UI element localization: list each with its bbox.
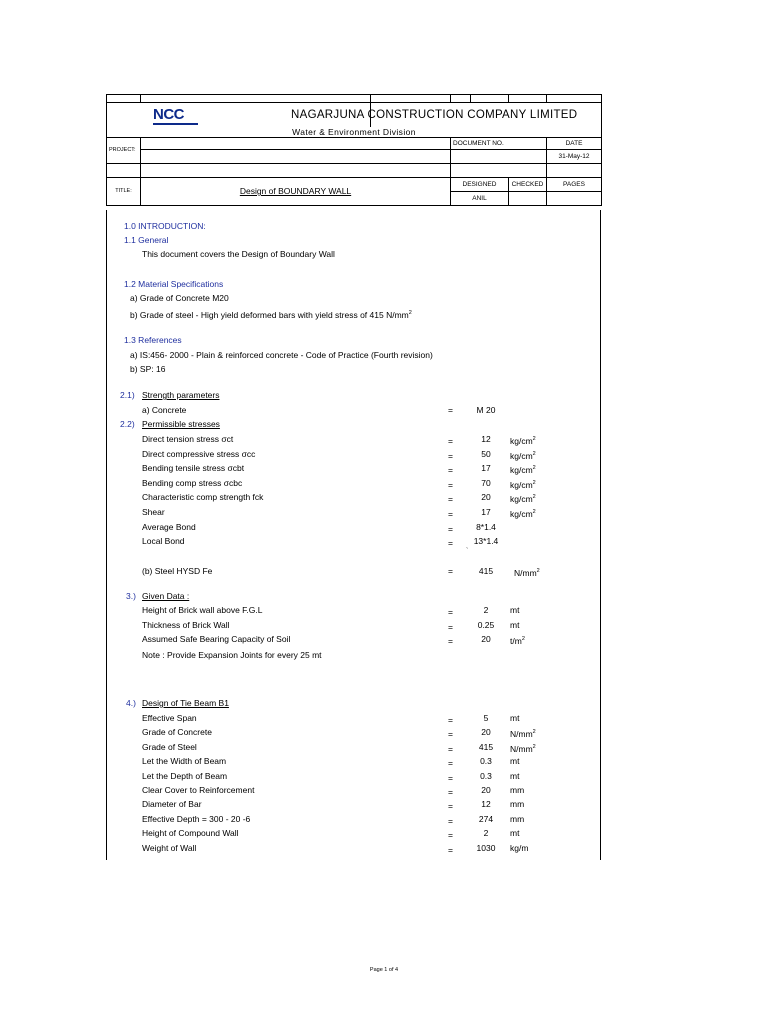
perm-row-value: 70 [481,477,491,488]
tie-row-value: 5 [483,713,489,723]
given-row-unit: mt [510,605,520,615]
given-row-value: 0.25 [477,619,495,630]
perm-row-value: 50 [481,448,491,459]
perm-row-equals: = [448,538,453,549]
division-name: Water & Environment Division [292,126,416,137]
tie-row-equals: = [448,830,453,841]
tie-row-unit: $N/mm^2$ [510,743,536,754]
perm-row-value: 8*1.4 [476,521,496,532]
tie-row-label: Let the Width of Beam [142,756,227,767]
perm-row-equals: = [448,465,453,476]
perm-row-label: Bending comp stress σcbc [142,477,243,488]
tie-row-value: 20 [481,785,491,795]
tie-row-equals: = [448,758,453,769]
perm-row-unit: $kg/cm^2$ [510,450,536,461]
material-b: b) Grade of steel - High yield deformed bars with yield stress of 415 $N/mm^2$ [130,309,412,320]
perm-row-value: 13*1.4 [473,536,499,547]
permissible-number: 2.2) [120,419,135,429]
date-label: DATE [547,137,602,149]
strength-heading: Strength parameters [142,390,220,400]
material-heading: 1.2 Material Specifications [124,279,224,289]
permissible-heading: Permissible stresses [142,419,220,429]
tie-row-equals: = [448,729,453,740]
page-number: Page 1 of 4 [369,967,399,973]
tie-row-label: Effective Span [142,713,197,723]
perm-row-value: 12 [481,434,491,444]
given-row-equals: = [448,621,453,632]
perm-row-unit: $kg/cm^2$ [510,479,536,490]
steel-label: (b) Steel HYSD Fe [142,566,213,576]
concrete-value: M 20 [476,405,496,415]
perm-row-label: Local Bond [142,536,185,547]
perm-row-unit: $kg/cm^2$ [510,465,536,476]
designed-label: DESIGNED [451,177,509,191]
given-row-unit: mt [510,619,520,630]
tie-row-unit: mt [510,828,520,839]
company-name-cell [291,103,602,127]
perm-row-value: 20 [481,492,491,503]
perm-row-label: Direct tension stress σct [142,434,234,444]
perm-row-label: Bending tensile stress σcbt [142,463,245,474]
tiebeam-heading: Design of Tie Beam B1 [142,698,229,708]
company-logo: NCC [153,106,184,123]
tick-mark: ` [466,548,469,555]
perm-row-equals: = [448,494,453,505]
reference-a: a) IS:456- 2000 - Plain & reinforced concrete - Code of Practice (Fourth revision) [130,350,433,360]
given-row-value: 20 [481,634,491,645]
tie-row-label: Effective Depth = 300 - 20 -6 [142,813,251,824]
project-label: PROJECT: [107,137,141,163]
tie-row-label: Grade of Steel [142,741,197,752]
tie-row-unit: $N/mm^2$ [510,729,536,740]
given-row-label: Thickness of Brick Wall [142,619,230,630]
references-heading: 1.3 References [124,335,182,345]
title-label: TITLE: [107,177,141,205]
concrete-label: a) Concrete [142,405,187,415]
tie-row-value: 0.3 [480,756,492,767]
steel-equals: = [448,566,453,576]
tie-row-label: Height of Compound Wall [142,828,239,839]
perm-row-label: Shear [142,507,165,517]
designer-name: ANIL [451,191,509,205]
tie-row-unit: mt [510,713,520,723]
steel-value: 415 [478,566,494,576]
pages-label: PAGES [547,177,602,191]
tie-row-unit: mt [510,756,520,767]
tie-row-label: Grade of Concrete [142,727,212,738]
perm-row-unit: $kg/cm^2$ [510,494,536,505]
perm-row-label: Average Bond [142,521,196,532]
general-text: This document covers the Design of Boundary Wall [142,249,335,259]
tie-row-equals: = [448,801,453,812]
checked-label: CHECKED [509,177,547,191]
strength-number: 2.1) [120,390,135,400]
perm-row-unit: $kg/cm^2$ [510,435,536,446]
tie-row-value: 1030 [476,842,496,853]
tie-row-value: 0.3 [480,770,492,781]
given-number: 3.) [126,591,136,601]
perm-row-equals: = [448,479,453,490]
given-row-value: 2 [483,605,489,615]
tie-row-label: Clear Cover to Reinforcement [142,785,255,795]
tie-row-label: Weight of Wall [142,842,197,853]
perm-row-label: Characteristic comp strength fck [142,492,264,503]
tie-row-unit: mm [510,785,525,795]
frame-right-border [600,210,601,860]
tie-row-unit: mt [510,770,520,781]
division-cell [107,127,602,138]
given-row-label: Height of Brick wall above F.G.L [142,605,263,615]
perm-row-value: 17 [481,507,491,517]
tie-row-value: 415 [478,741,494,752]
date-value: 31-May-12 [547,149,602,163]
given-row-equals: = [448,636,453,647]
expansion-note: Note : Provide Expansion Joints for every 25 mt [142,650,322,660]
perm-row-label: Direct compressive stress σcc [142,448,256,459]
perm-row-equals: = [448,450,453,461]
tiebeam-number: 4.) [126,698,136,708]
perm-row-equals: = [448,523,453,534]
company-name: NAGARJUNA CONSTRUCTION COMPANY LIMITED [291,108,578,121]
frame-left-border [106,210,107,860]
tie-row-label: Diameter of Bar [142,799,202,810]
tie-row-equals: = [448,787,453,797]
perm-row-unit: $kg/cm^2$ [510,508,536,519]
tie-row-value: 20 [481,727,491,738]
tie-row-value: 2 [483,828,489,839]
document-title: Design of BOUNDARY WALL [239,186,352,196]
title-cell [141,177,451,205]
tie-row-unit: mm [510,799,525,810]
material-a: a) Grade of Concrete M20 [130,293,229,303]
given-heading: Given Data : [142,591,190,601]
perm-row-equals: = [448,436,453,446]
given-row-unit: $t/m^2$ [510,636,525,647]
tie-row-unit: mm [510,813,525,824]
header-table [106,94,602,206]
intro-heading: 1.0 INTRODUCTION: [124,221,206,231]
tie-row-value: 12 [481,799,491,810]
document-no-label: DOCUMENT NO. [451,137,547,149]
given-row-equals: = [448,607,453,617]
concrete-equals: = [448,405,453,415]
perm-row-value: 17 [481,463,491,474]
tie-row-equals: = [448,844,453,855]
tie-row-label: Let the Depth of Beam [142,770,228,781]
general-heading: 1.1 General [124,235,169,245]
tie-row-equals: = [448,743,453,754]
perm-row-equals: = [448,509,453,519]
tie-row-equals: = [448,815,453,826]
tie-row-unit: kg/m [510,842,529,853]
tie-row-equals: = [448,715,453,725]
reference-b: b) SP: 16 [130,364,166,374]
given-row-label: Assumed Safe Bearing Capacity of Soil [142,634,291,645]
steel-unit: $N/mm^2$ [514,567,540,578]
tie-row-value: 274 [478,813,494,824]
tie-row-equals: = [448,772,453,783]
